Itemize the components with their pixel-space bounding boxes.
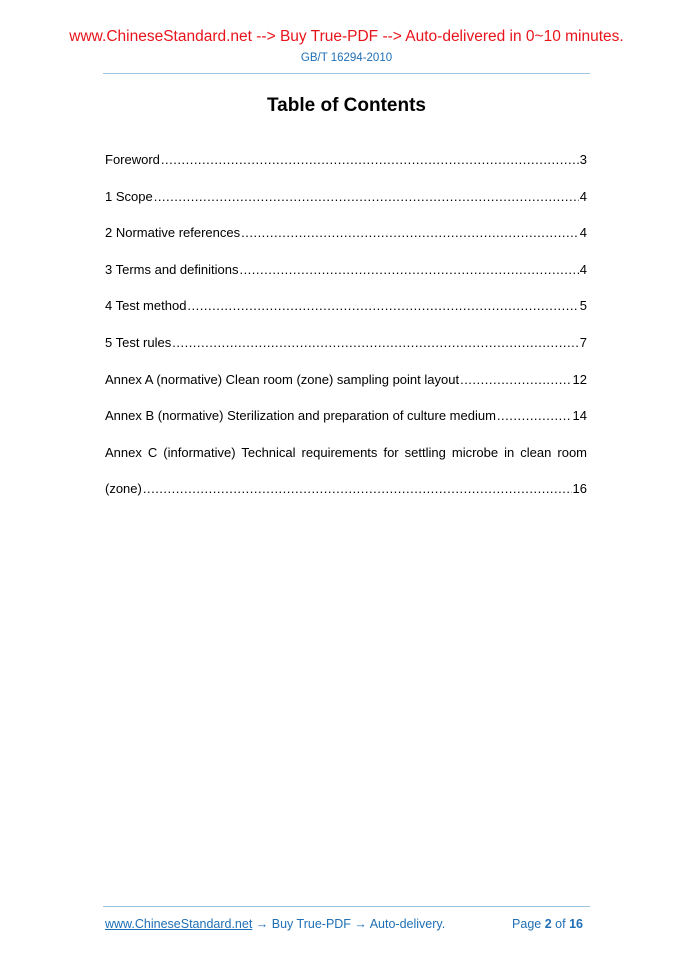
- toc-entry-page: 14: [572, 408, 587, 424]
- toc-entry-test-method[interactable]: [105, 297, 587, 315]
- dot-leader: [239, 261, 578, 279]
- page-indicator: [512, 916, 583, 932]
- toc-entry-page: 12: [572, 371, 587, 387]
- dot-leader: [187, 297, 578, 315]
- toc-entry-label: Annex C (informative) Technical requirements for settling microbe in clean room: [105, 444, 587, 460]
- page-label: Page: [512, 917, 542, 931]
- toc-entry-label: (zone): [105, 481, 142, 497]
- table-of-contents: [105, 151, 587, 517]
- dot-leader: [172, 334, 579, 352]
- page-footer: [105, 916, 587, 932]
- toc-entry-scope[interactable]: [105, 188, 587, 206]
- toc-entry-page: 7: [579, 334, 587, 350]
- toc-entry-page: 4: [579, 261, 587, 277]
- toc-entry-annex-b[interactable]: [105, 407, 587, 425]
- toc-entry-label: 4 Test method: [105, 298, 187, 314]
- toc-entry-page: 3: [579, 152, 587, 167]
- toc-entry-label: 3 Terms and definitions: [105, 261, 239, 277]
- toc-entry-annex-c-line1[interactable]: [105, 444, 587, 462]
- chinesestandard-link[interactable]: www.ChineseStandard.net: [105, 917, 253, 931]
- dot-leader: [241, 224, 579, 242]
- toc-entry-annex-c-line2[interactable]: [105, 480, 587, 498]
- dot-leader: [154, 188, 579, 206]
- current-page-number: 2: [544, 917, 552, 931]
- footer-promo: [105, 916, 445, 932]
- dot-leader: [497, 407, 572, 425]
- toc-entry-page: 4: [579, 188, 587, 204]
- standard-number: GB/T 16294-2010: [300, 52, 393, 64]
- footer-promo-text: → Buy True-PDF → Auto-delivery.: [252, 917, 446, 931]
- header-divider: [103, 73, 590, 74]
- promo-banner: www.ChineseStandard.net --> Buy True-PDF --> Auto-delivered in 0~10 minutes.: [69, 28, 624, 45]
- toc-entry-label: 1 Scope: [105, 188, 153, 204]
- dot-leader: [143, 480, 572, 498]
- page-title: Table of Contents: [266, 95, 427, 116]
- footer-divider: [103, 906, 590, 907]
- toc-entry-label: Annex A (normative) Clean room (zone) sampling point layout: [105, 371, 460, 387]
- toc-entry-label: Annex B (normative) Sterilization and preparation of culture medium: [105, 408, 496, 424]
- toc-entry-page: 4: [579, 225, 587, 241]
- dot-leader: [460, 371, 571, 389]
- toc-entry-annex-a[interactable]: [105, 371, 587, 389]
- toc-entry-terms-and-definitions[interactable]: [105, 261, 587, 279]
- toc-entry-foreword[interactable]: [105, 151, 587, 169]
- toc-entry-label: 2 Normative references: [105, 225, 241, 241]
- toc-entry-normative-references[interactable]: [105, 224, 587, 242]
- toc-entry-label: Foreword: [105, 152, 160, 167]
- toc-entry-page: 16: [572, 481, 587, 497]
- toc-entry-label: 5 Test rules: [105, 334, 172, 350]
- dot-leader: [161, 151, 579, 169]
- of-label: of: [555, 917, 566, 931]
- toc-entry-test-rules[interactable]: [105, 334, 587, 352]
- toc-entry-page: 5: [579, 298, 587, 314]
- total-pages-number: 16: [569, 917, 583, 931]
